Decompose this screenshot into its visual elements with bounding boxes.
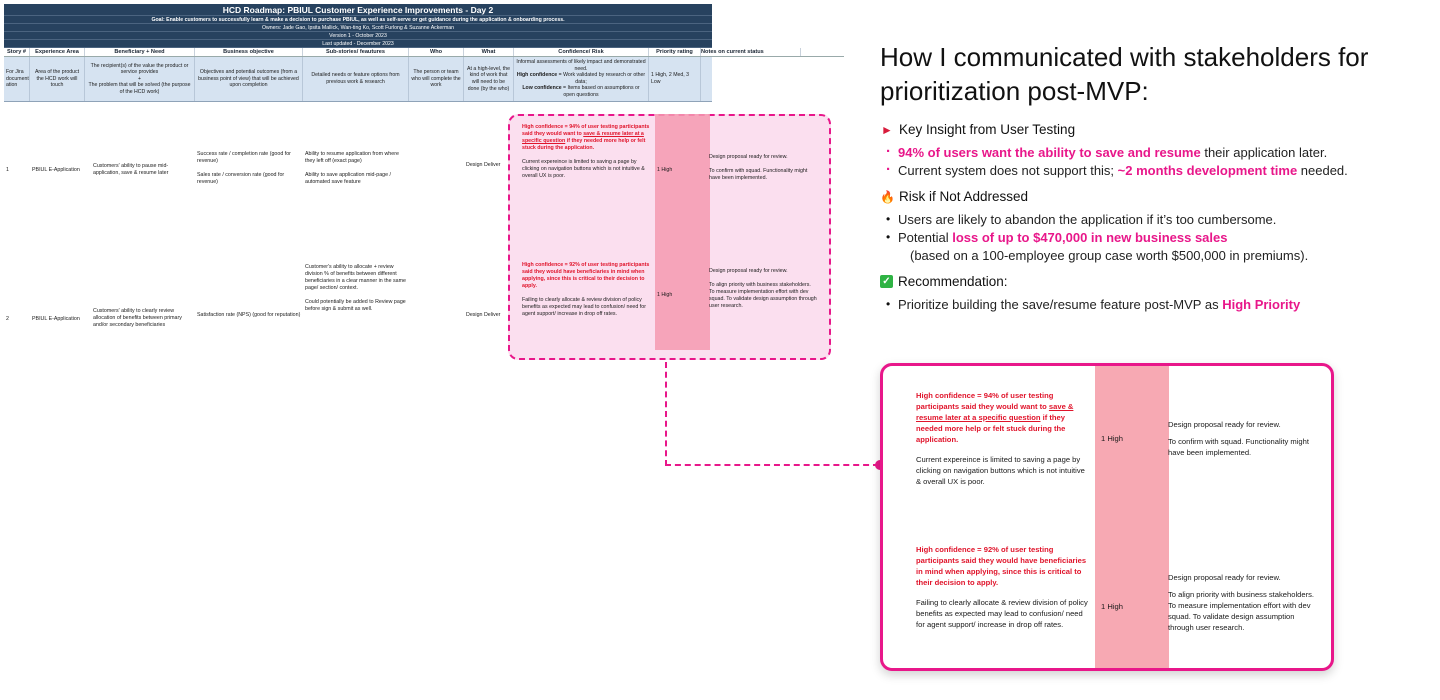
row-what: Design Deliver [466,312,501,318]
desc-cell: For Jira document ation [4,57,30,101]
risk-text-underlined: save & resume later at a specific question [916,402,1074,422]
desc-cell [514,57,649,101]
header-cell: Priority rating [649,48,701,56]
note-text: Design proposal ready for review. [709,268,788,274]
row-notes [707,262,819,329]
header-cell: Notes on current status [701,48,801,56]
risk-highlight [522,124,653,152]
list-text: Prioritize building the save/resume feature post-MVP as [898,297,1223,312]
desc-text: + [137,75,142,82]
zoom-notes-2 [1168,572,1318,639]
desc-cell [85,57,195,101]
connector-line [665,362,667,466]
table-row [4,262,844,329]
desc-cell: Objectives and potential outcomes (from a business point of view) that will be achieved upon completion [195,57,303,101]
header-cell: Business objective [195,48,303,56]
risk-highlight [916,390,1088,445]
sheet-version: Version 1 - October 2023 [4,32,712,40]
list-item [886,229,1400,246]
row-area: PBIUL E-Application [32,167,80,173]
desc-text: The recipient(s) of the value the product or service provides [90,62,189,76]
note-text: To align priority with business stakeholders. To measure implementation effort with dev squad. To validate design assumption through user research. [709,282,817,309]
note-text: To confirm with squad. Functionality might have been implemented. [1168,437,1309,457]
risk-highlight: High confidence = 92% of user testing participants said they would have beneficiaries in mind when applying, since this is critical to their decision to apply. [522,262,650,289]
desc-cell: The person or team who will complete the work [409,57,464,101]
header-cell: Confidence/ Risk [514,48,649,56]
note-text: To align priority with business stakeholders. To measure implementation effort with dev squad. To validate design assumption through user research. [1168,590,1315,632]
header-cell: Beneficiary + Need [85,48,195,56]
note-text: Design proposal ready for review. [709,154,788,160]
row-need: Customers' ability to pause mid-application, save & resume later [93,163,169,176]
risk-text: if they needed more help or felt stuck during the application. [522,138,646,151]
sheet-title: HCD Roadmap: PBIUL Customer Experience Improvements - Day 2 [4,4,712,16]
note-text: Design proposal ready for review. [1168,573,1281,582]
stakeholder-summary [880,40,1400,314]
table-row [4,124,844,186]
risk-text: High confidence = 94% of user testing participants said they would want to [522,124,650,137]
list-item [886,144,1400,161]
list-item [886,162,1400,179]
header-row [4,48,844,57]
row-need: Customers' ability to clearly review allocation of benefits between primary and/or secondary beneficiaries [93,308,182,328]
row-objective [195,140,303,186]
description-row [4,57,712,102]
highlight-text: 94% of users want the ability to save and resume [898,145,1201,160]
section-title: Key Insight from User Testing [899,122,1076,137]
risk-body: Current expereince is limited to saving a page by clicking on navigation buttons which is not intuitive & overall UX is poor. [916,455,1085,486]
objective-text: Sales rate / conversion rate (good for revenue) [197,172,285,185]
row-story: 2 [6,316,9,322]
list-text: Current system does not support this; [898,163,1118,178]
list-item: (based on a 100-employee group case worth $500,000 in premiums). [910,248,1309,263]
section-title: Risk if Not Addressed [899,189,1029,204]
flag-icon: ► [881,122,893,137]
zoom-callout [880,363,1334,671]
priority-column-highlight [1095,366,1169,668]
desc-text: = Items based on assumptions or open questions [561,85,640,98]
sheet-updated: Last updated - December 2023 [4,40,712,48]
list-item [886,296,1400,313]
desc-label: Low confidence [522,85,562,92]
desc-cell: At a high-level, the kind of work that will need to be done (by the who) [464,57,514,101]
risk-list [886,211,1400,264]
row-rating: 1 High [657,167,673,173]
row-risk [520,124,655,186]
substory-text: Ability to resume application from where they left off (exact page) [305,151,399,164]
zoom-rating: 1 High [1101,434,1123,443]
list-item: • Users are likely to abandon the application if it’s too cumbersome. [886,211,1400,228]
risk-body: Failing to clearly allocate & review division of policy benefits as expected may lead to confusion/ need for agent support/ increase in drop off rates. [522,297,646,317]
header-cell: What [464,48,514,56]
section-title: Recommendation: [898,274,1008,289]
desc-text: Informal assessments of likely impact and demonstrated need. [516,59,646,72]
desc-text: = Work validated by research or other data; [557,72,646,85]
row-objective: Satisfaction rate (NPS) (good for reputation) [197,312,301,318]
risk-text: High confidence = 94% of user testing participants said they would want to [916,391,1054,411]
header-cell: Experience Area [30,48,85,56]
zoom-rating: 1 High [1101,602,1123,611]
list-text: Potential [898,230,953,245]
recommendation-list [886,296,1400,313]
risk-text: if they needed more help or felt stuck during the application. [916,413,1066,444]
row-notes [707,140,817,186]
sheet-owners: Owners: Jade Gao, Ipsita Mallick, Wan-ting Ko, Scott Furlong & Suzanne Ackerman [4,24,712,32]
header-cell: Story # [4,48,30,56]
row-rating: 1 High [657,292,673,298]
highlight-text: loss of up to $470,000 in new business sales [952,230,1228,245]
zoom-risk-2 [916,544,1088,639]
zoom-risk-1 [916,390,1088,496]
risk-body: Current expereince is limited to saving a page by clicking on navigation buttons which is not intuitive & overall UX is poor. [522,159,645,179]
checkmark-icon: ✓ [880,275,893,288]
zoom-notes-1 [1168,419,1318,464]
section-risk [880,189,1400,204]
desc-cell: Detailed needs or feature options from previous work & research [303,57,409,101]
objective-text: Success rate / completion rate (good for revenue) [197,151,291,164]
roadmap-spreadsheet [4,4,844,102]
list-text: their application later. [1200,145,1328,160]
section-recommendation [880,274,1400,289]
highlight-text: ~2 months development time [1117,163,1298,178]
page-title: How I communicated with stakeholders for prioritization post-MVP: [880,42,1369,106]
risk-body: Failing to clearly allocate & review division of policy benefits as expected may lead to confusion/ need for agent support/ increase in drop off rates. [916,598,1088,629]
row-story: 1 [6,167,9,173]
sheet-goal: Goal: Enable customers to successfully learn & make a decision to purchase PBIUL, as well as self-serve or get guidance during the application & onboarding process. [4,16,712,24]
header-cell: Who [409,48,464,56]
connector-line [665,464,879,466]
desc-text: The problem that will be solved (the purpose of the HCD work) [88,82,191,95]
risk-text-underlined: save & resume later at a specific question [522,131,644,144]
header-cell: Sub-stories/ feautures [303,48,409,56]
highlight-text: High Priority [1222,297,1301,312]
desc-cell: Area of the product the HCD work will touch [30,57,85,101]
note-text: To confirm with squad. Functionality might have been implemented. [709,168,808,181]
desc-cell: 1 High, 2 Med, 3 Low [649,57,701,101]
row-what: Design Deliver [466,162,501,168]
row-substories [303,262,409,329]
section-insight [880,122,1400,137]
note-text: Design proposal ready for review. [1168,420,1281,429]
row-substories [303,140,409,186]
desc-label: High confidence [516,72,558,79]
row-risk [520,262,655,329]
substory-text: Could potentially be added to Review page before sign & submit as well. [305,299,406,312]
substory-text: Ability to save application mid-page / automated save feature [305,172,391,185]
risk-highlight: High confidence = 92% of user testing participants said they would have beneficiaries in mind when applying, since this is critical to their decision to apply. [916,545,1087,587]
insight-list [886,144,1400,179]
substory-text: Customer's ability to allocate + review division % of benefits between different beneficiaries in a clear manner in the same page/ section/ context. [305,264,406,291]
list-text: needed. [1297,163,1348,178]
row-area: PBIUL E-Application [32,316,80,322]
fire-icon: 🔥 [880,189,895,204]
